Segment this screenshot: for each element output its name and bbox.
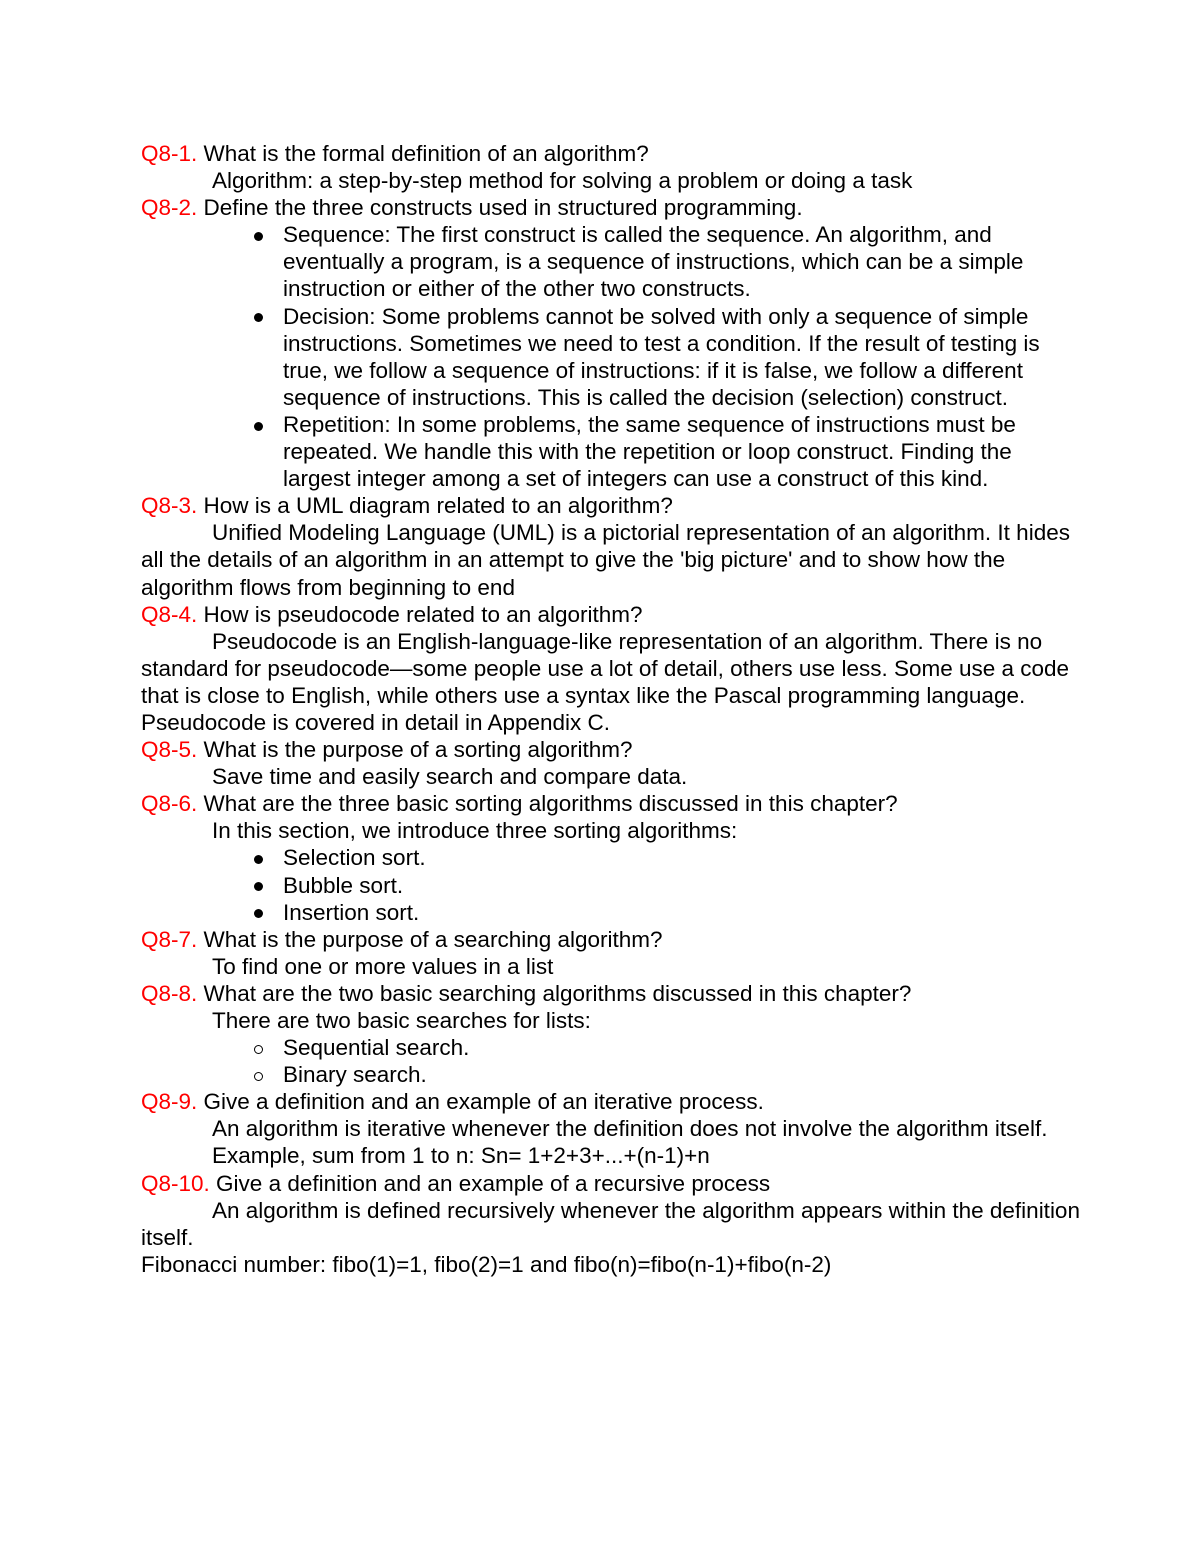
- list-item: [141, 844, 1081, 871]
- question-text: What is the purpose of a sorting algorithm?: [197, 737, 633, 763]
- question-label: Q8-8.: [141, 980, 198, 1006]
- example-10: Fibonacci number: fibo(1)=1, fibo(2)=1 and fibo(n)=fibo(n-1)+fibo(n-2): [141, 1251, 832, 1277]
- hollow-bullet-icon: [250, 1034, 266, 1061]
- question-label: Q8-1.: [141, 141, 198, 166]
- question-10: [141, 1170, 1081, 1197]
- list-item: [141, 411, 1081, 492]
- searching-list: [141, 1034, 1081, 1088]
- question-9: [141, 1088, 1081, 1115]
- list-item-text: Binary search.: [283, 1062, 427, 1088]
- list-item: [141, 221, 1081, 302]
- list-item: [141, 1034, 1081, 1061]
- answer-5: Save time and easily search and compare data.: [212, 764, 688, 790]
- question-label: Q8-9.: [141, 1089, 198, 1115]
- list-item-text: Decision: Some problems cannot be solved with only a sequence of simple instructions. Sometimes we need to test a condition. If the result of testing is true, we follow a sequence of instructions: if it is false, we follow a different sequence of instructions. This is called the decision (selection) construct.: [283, 303, 1040, 410]
- question-label: Q8-3.: [141, 493, 198, 519]
- answer-9: An algorithm is iterative whenever the definition does not involve the algorithm itself.: [212, 1116, 1048, 1142]
- question-label: Q8-4.: [141, 601, 198, 627]
- question-text: What are the two basic searching algorithms discussed in this chapter?: [197, 980, 912, 1006]
- bullet-icon: [250, 221, 266, 248]
- list-item: [141, 303, 1081, 411]
- question-1: [141, 140, 1081, 167]
- question-7: [141, 926, 1081, 953]
- question-5: [141, 736, 1081, 763]
- answer-6: In this section, we introduce three sorting algorithms:: [212, 818, 738, 844]
- constructs-list: [141, 221, 1081, 492]
- question-2: [141, 194, 1081, 221]
- bullet-icon: [250, 411, 266, 438]
- sorting-list: [141, 844, 1081, 925]
- question-text: Give a definition and an example of an iterative process.: [197, 1089, 764, 1115]
- question-text: What is the formal definition of an algorithm?: [197, 141, 649, 166]
- answer-7: To find one or more values in a list: [212, 953, 554, 979]
- bullet-icon: [250, 872, 266, 899]
- list-item: [141, 899, 1081, 926]
- question-text: How is pseudocode related to an algorithm?: [197, 601, 643, 627]
- answer-8: There are two basic searches for lists:: [212, 1008, 591, 1033]
- list-item-text: Sequence: The first construct is called the sequence. An algorithm, and eventually a program, is a sequence of instructions, which can be a simple instruction or either of the other two constructs.: [283, 222, 1024, 302]
- answer-10-continued: itself.: [141, 1224, 194, 1250]
- question-text: Define the three constructs used in structured programming.: [197, 195, 803, 221]
- question-label: Q8-6.: [141, 791, 198, 817]
- bullet-icon: [250, 303, 266, 330]
- answer-10: An algorithm is defined recursively whenever the algorithm appears within the definition: [212, 1197, 1080, 1223]
- question-text: How is a UML diagram related to an algorithm?: [197, 493, 673, 519]
- question-text: What is the purpose of a searching algorithm?: [197, 926, 663, 952]
- example-9: Example, sum from 1 to n: Sn= 1+2+3+...+(n-1)+n: [212, 1143, 710, 1169]
- answer-3: Unified Modeling Language (UML) is a pictorial representation of an algorithm. It hides all the details of an algorithm in an attempt to give the 'big picture' and to show how the algorithm flows from beginning to end: [141, 520, 1070, 600]
- answer-4: Pseudocode is an English-language-like representation of an algorithm. There is no standard for pseudocode—some people use a lot of detail, others use less. Some use a code that is close to English, while others use a syntax like the Pascal programming language. Pseudocode is covered in detail in Appendix C.: [141, 628, 1070, 735]
- question-text: Give a definition and an example of a recursive process: [209, 1170, 771, 1196]
- list-item-text: Bubble sort.: [283, 872, 404, 898]
- question-label: Q8-5.: [141, 737, 198, 763]
- question-6: [141, 790, 1081, 817]
- list-item: [141, 872, 1081, 899]
- question-label: Q8-10.: [141, 1170, 210, 1196]
- question-8: [141, 980, 1081, 1007]
- list-item-text: Repetition: In some problems, the same sequence of instructions must be repeated. We handle this with the repetition or loop construct. Finding the largest integer among a set of integers can use a construct of this kind.: [283, 411, 1016, 492]
- bullet-icon: [250, 899, 266, 926]
- hollow-bullet-icon: [250, 1061, 266, 1088]
- list-item-text: Sequential search.: [283, 1035, 470, 1061]
- question-label: Q8-7.: [141, 926, 198, 952]
- list-item-text: Insertion sort.: [283, 899, 420, 925]
- question-text: What are the three basic sorting algorithms discussed in this chapter?: [197, 791, 898, 817]
- document-page: [141, 140, 1081, 1278]
- question-label: Q8-2.: [141, 195, 198, 221]
- bullet-icon: [250, 844, 266, 871]
- list-item: [141, 1061, 1081, 1088]
- answer-1: Algorithm: a step-by-step method for solving a problem or doing a task: [212, 168, 913, 194]
- question-4: [141, 601, 1081, 628]
- question-3: [141, 492, 1081, 519]
- list-item-text: Selection sort.: [283, 845, 426, 871]
